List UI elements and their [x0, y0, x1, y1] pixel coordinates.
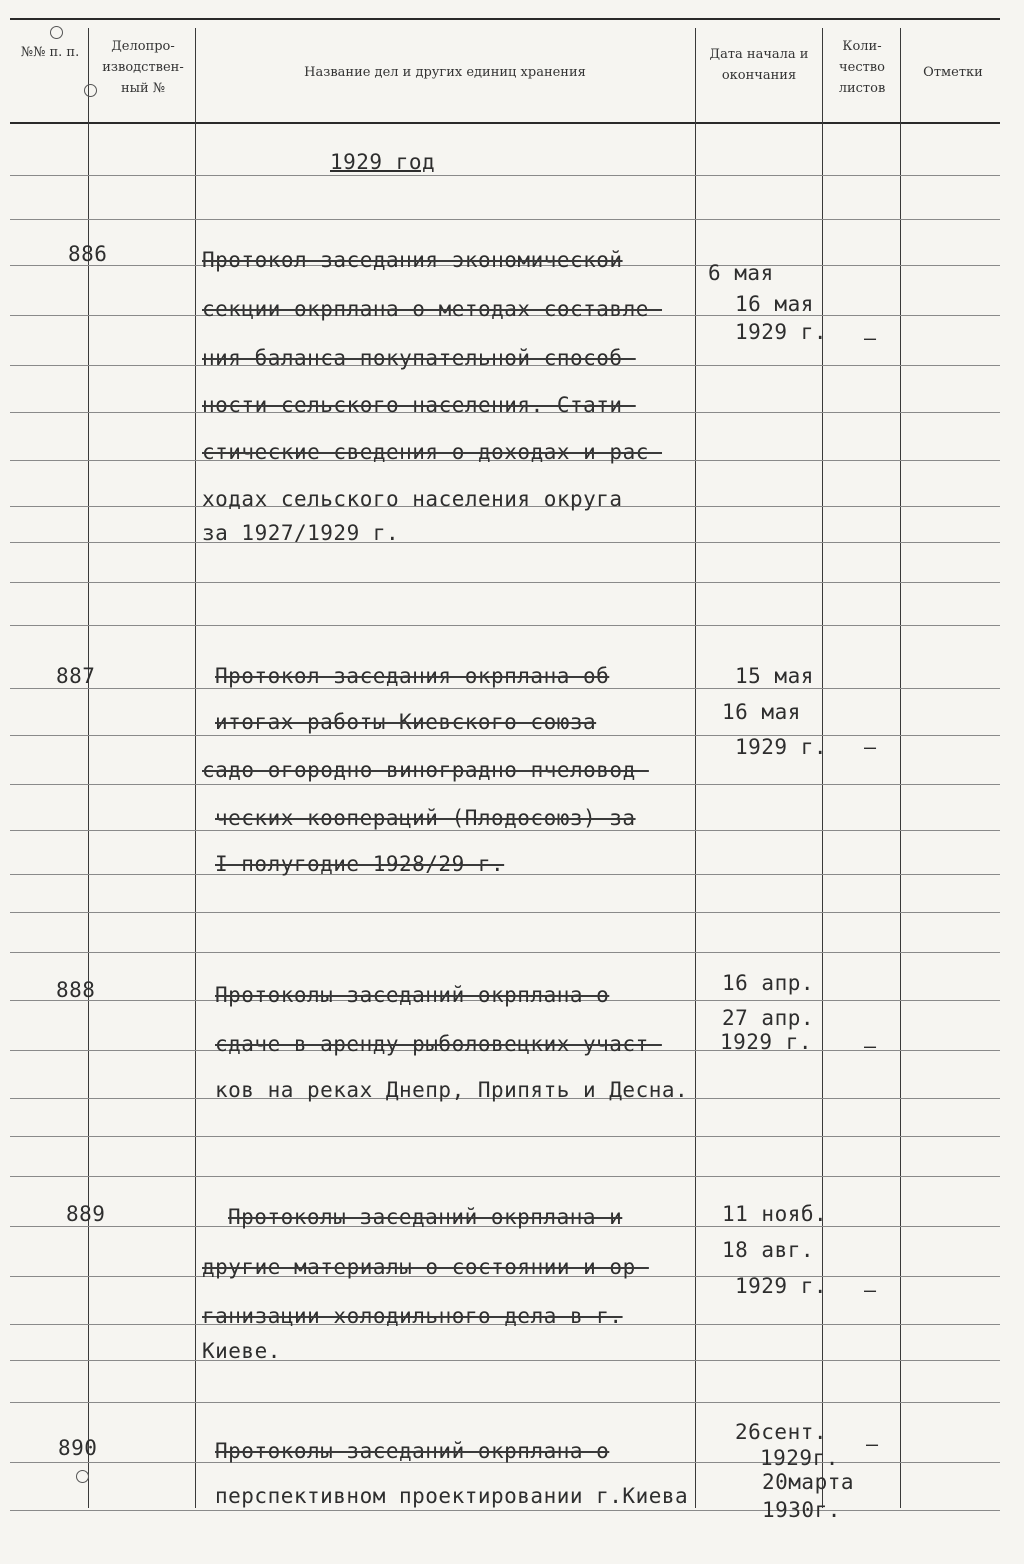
record-title-line: секции окрплана о методах составле- — [202, 297, 663, 321]
ruled-line — [10, 830, 1000, 831]
record-title-line: ков на реках Днепр, Припять и Десна. — [215, 1078, 689, 1102]
header-col-title: Название дел и других единиц хранения — [304, 65, 586, 80]
binder-hole — [50, 26, 63, 39]
record-date: 6 мая — [708, 261, 774, 285]
record-title-line: Протокол заседания экономической — [202, 248, 623, 272]
record-title-line: I полугодие 1928/29 г. — [215, 852, 505, 876]
record-date: 18 авг. — [722, 1238, 815, 1262]
record-date: 26сент. — [735, 1420, 828, 1444]
ruled-line — [10, 952, 1000, 953]
record-title-line: ходах сельского населения округа — [202, 487, 623, 511]
record-title-line: другие материалы о состоянии и ор- — [202, 1255, 649, 1279]
header-bottom-border — [10, 122, 1000, 124]
record-date: 15 мая — [735, 664, 814, 688]
ruled-line — [10, 874, 1000, 875]
binder-hole — [84, 84, 97, 97]
record-title-line: за 1927/1929 г. — [202, 521, 400, 545]
record-sheets: – — [864, 735, 877, 759]
record-date: 1930г. — [762, 1498, 841, 1522]
ruled-line — [10, 542, 1000, 543]
record-title-line: ганизации холодильного дела в г. — [202, 1304, 623, 1328]
record-title-line: перспективном проектировании г.Киева — [215, 1484, 689, 1508]
record-sheets: – — [864, 1278, 877, 1302]
header-col-notes: Отметки — [923, 65, 983, 80]
record-title-line: стические сведения о доходах и рас- — [202, 440, 663, 464]
record-title-line: Протокол заседания окрплана об — [215, 664, 610, 688]
record-title-line: итогах работы Киевского союза — [215, 710, 597, 734]
record-date: 1929 г. — [720, 1030, 813, 1054]
record-title-line: ности сельского населения. Стати- — [202, 393, 636, 417]
record-date: 1929 г. — [735, 320, 828, 344]
ruled-line — [10, 1360, 1000, 1361]
ruled-line — [10, 625, 1000, 626]
column-divider — [900, 28, 901, 1508]
record-sheets: – — [866, 1432, 879, 1456]
ruled-line — [10, 784, 1000, 785]
record-title-line: Протоколы заседаний окрплана и — [228, 1205, 623, 1229]
ruled-line — [10, 1402, 1000, 1403]
ruled-line — [10, 1176, 1000, 1177]
record-title-line: Киеве. — [202, 1339, 281, 1363]
record-number: 888 — [56, 978, 96, 1002]
record-date: 16 мая — [735, 292, 814, 316]
record-sheets: – — [864, 1034, 877, 1058]
header-col-office-number: Делопро- изводствен- ный № — [102, 39, 184, 96]
header-top-border — [10, 18, 1000, 20]
ruled-line — [10, 1510, 1000, 1511]
record-date: 16 мая — [722, 700, 801, 724]
ruled-line — [10, 735, 1000, 736]
column-divider — [195, 28, 196, 1508]
record-title-line: садо-огородно-виноградно-пчеловод- — [202, 758, 649, 782]
record-number: 886 — [68, 242, 108, 266]
ruled-line — [10, 219, 1000, 220]
record-date: 11 нояб. — [722, 1202, 828, 1226]
ruled-line — [10, 688, 1000, 689]
record-title-line: сдаче в аренду рыболовецких участ- — [215, 1032, 662, 1056]
record-date: 16 апр. — [722, 971, 815, 995]
binder-hole — [76, 1470, 89, 1483]
ruled-line — [10, 582, 1000, 583]
record-title-line: Протоколы заседаний окрплана о — [215, 1439, 610, 1463]
ruled-line — [10, 912, 1000, 913]
record-number: 887 — [56, 664, 96, 688]
record-date: 1929 г. — [735, 735, 828, 759]
year-heading: 1929 год — [330, 150, 436, 174]
record-date: 27 апр. — [722, 1006, 815, 1030]
header-col-number: №№ п. п. — [20, 45, 80, 60]
header-col-dates: Дата начала и окончания — [709, 47, 809, 83]
column-divider — [695, 28, 696, 1508]
record-date: 1929 г. — [735, 1274, 828, 1298]
ruled-line — [10, 1136, 1000, 1137]
record-title-line: ческих коопераций (Плодосоюз) за — [215, 806, 636, 830]
record-date: 1929г. — [760, 1446, 839, 1470]
record-sheets: – — [864, 326, 877, 350]
header-col-sheets: Коли- чество листов — [838, 39, 886, 96]
ruled-line — [10, 175, 1000, 176]
record-title-line: Протоколы заседаний окрплана о — [215, 983, 610, 1007]
record-title-line: ния баланса покупательной способ- — [202, 346, 636, 370]
record-number: 889 — [66, 1202, 106, 1226]
record-number: 890 — [58, 1436, 98, 1460]
record-date: 20марта — [762, 1470, 855, 1494]
